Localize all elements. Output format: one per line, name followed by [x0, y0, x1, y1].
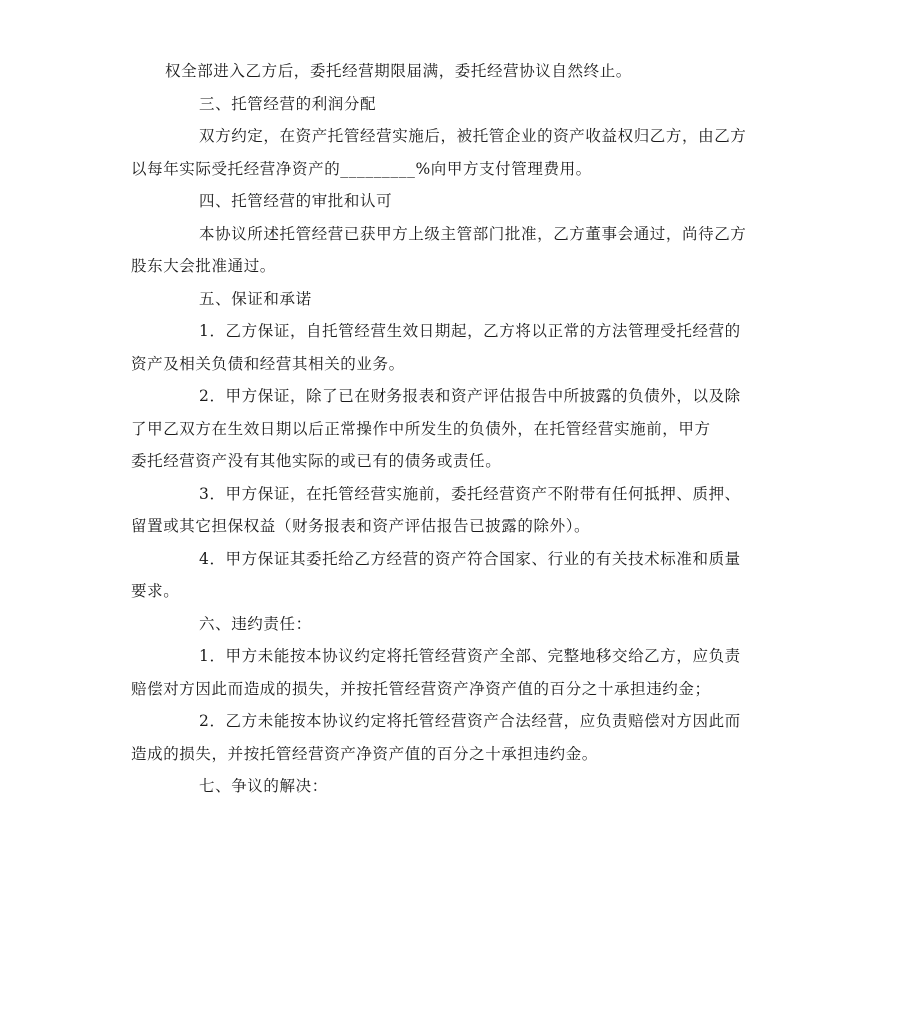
text-line: 委托经营资产没有其他实际的或已有的债务或责任。	[131, 452, 502, 470]
text-line: 3．甲方保证，在托管经营实施前，委托经营资产不附带有任何抵押、质押、	[199, 484, 741, 503]
text-line: 六、违约责任：	[199, 614, 312, 633]
text-line: 赔偿对方因此而造成的损失，并按托管经营资产净资产值的百分之十承担违约金；	[131, 679, 711, 698]
text-line: 留置或其它担保权益（财务报表和资产评估报告已披露的除外）。	[131, 517, 591, 535]
paragraph	[165, 55, 757, 88]
paragraph	[131, 705, 757, 770]
text-line: 要求。	[131, 582, 180, 600]
text-line: 本协议所述托管经营已获甲方上级主管部门批准，乙方董事会通过，尚待乙方	[199, 224, 747, 243]
text-line: 三、托管经营的利润分配	[199, 94, 377, 113]
text-line: 1．乙方保证，自托管经营生效日期起，乙方将以正常的方法管理受托经营的	[199, 322, 741, 340]
text-line: 权全部进入乙方后，委托经营期限届满，委托经营协议自然终止。	[165, 62, 632, 80]
text-line: 资产及相关负债和经营其相关的业务。	[131, 354, 405, 373]
paragraph	[131, 218, 757, 283]
document-page	[131, 55, 757, 803]
section-heading	[165, 283, 757, 316]
paragraph	[131, 380, 757, 478]
text-line: 1．甲方未能按本协议约定将托管经营资产全部、完整地移交给乙方，应负责	[199, 647, 741, 665]
section-heading	[165, 608, 757, 641]
paragraph	[131, 478, 757, 543]
text-line: 4．甲方保证其委托给乙方经营的资产符合国家、行业的有关技术标准和质量	[199, 549, 741, 568]
text-line: 七、争议的解决：	[199, 777, 328, 795]
section-heading	[165, 185, 757, 218]
text-line: 双方约定，在资产托管经营实施后，被托管企业的资产收益权归乙方，由乙方	[199, 127, 747, 145]
section-heading	[165, 88, 757, 121]
text-line: 股东大会批准通过。	[131, 257, 276, 275]
text-line: 2．乙方未能按本协议约定将托管经营资产合法经营，应负责赔偿对方因此而	[199, 712, 741, 730]
text-line: 以每年实际受托经营净资产的_________%向甲方支付管理费用。	[131, 159, 592, 178]
paragraph	[131, 120, 757, 185]
section-heading	[165, 770, 757, 803]
text-line: 造成的损失，并按托管经营资产净资产值的百分之十承担违约金。	[131, 744, 598, 763]
paragraph	[131, 543, 757, 608]
paragraph	[131, 315, 757, 380]
text-line: 了甲乙双方在生效日期以后正常操作中所发生的负债外，在托管经营实施前，甲方	[131, 419, 711, 438]
paragraph	[131, 640, 757, 705]
text-line: 五、保证和承诺	[199, 289, 312, 308]
text-line: 四、托管经营的审批和认可	[199, 192, 393, 210]
text-line: 2．甲方保证，除了已在财务报表和资产评估报告中所披露的负债外，以及除	[199, 387, 741, 405]
